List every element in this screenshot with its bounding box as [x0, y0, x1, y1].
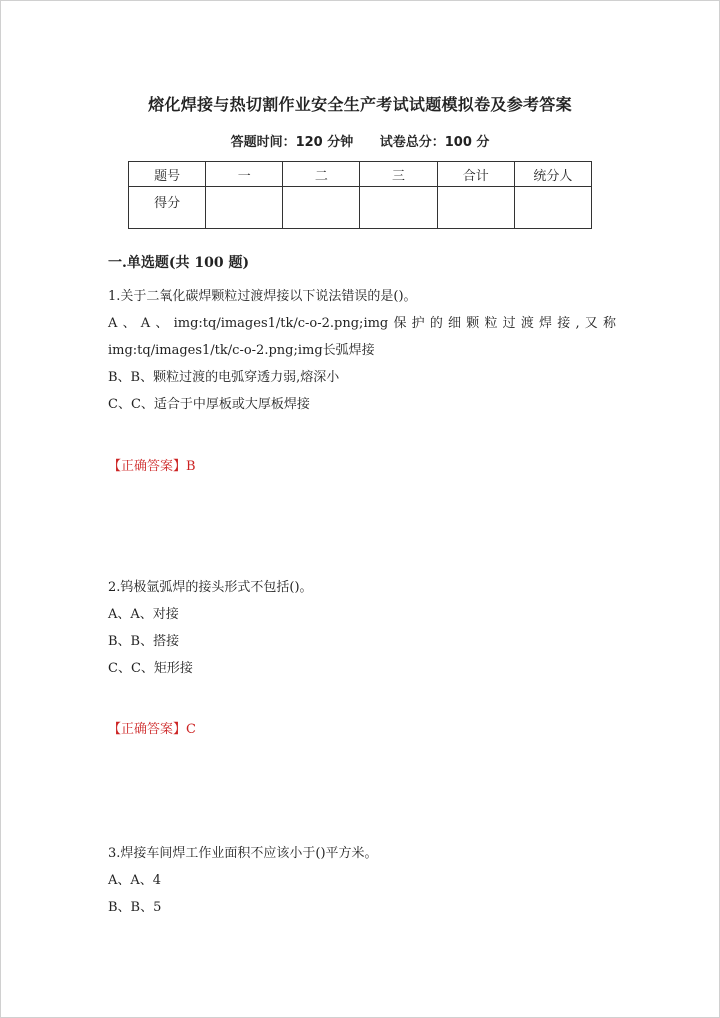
score-table: [128, 161, 592, 229]
question-option: C、C、矩形接: [108, 661, 193, 676]
exam-time: 答题时间：120 分钟: [230, 135, 354, 150]
question-2: [108, 574, 616, 682]
score-cell: [360, 187, 437, 229]
score-table-header: 二: [283, 162, 360, 187]
score-cell: [514, 187, 591, 229]
exam-info: [0, 131, 720, 150]
score-table-header-row: [129, 162, 592, 187]
score-table-header: 合计: [437, 162, 514, 187]
question-option: A、A、对接: [108, 607, 179, 622]
score-cell: [206, 187, 283, 229]
question-option: B、B、颗粒过渡的电弧穿透力弱,熔深小: [108, 370, 340, 385]
document-title: 熔化焊接与热切割作业安全生产考试试题模拟卷及参考答案: [148, 95, 572, 114]
score-table-score-row: [129, 187, 592, 229]
score-table-header: 题号: [129, 162, 206, 187]
question-option: C、C、适合于中厚板或大厚板焊接: [108, 397, 310, 412]
score-cell: [437, 187, 514, 229]
score-row-label: 得分: [129, 187, 206, 229]
question-stem: 1.关于二氧化碳焊颗粒过渡焊接以下说法错误的是()。: [108, 289, 417, 304]
score-table-header: 统分人: [514, 162, 591, 187]
correct-answer: 【正确答案】B: [108, 459, 196, 474]
question-stem: 2.钨极氩弧焊的接头形式不包括()。: [108, 580, 313, 595]
question-3: [108, 840, 616, 921]
score-table-header: 一: [206, 162, 283, 187]
correct-answer: 【正确答案】C: [108, 722, 196, 737]
question-option: B、B、搭接: [108, 634, 180, 649]
question-option: B、B、5: [108, 900, 162, 915]
question-1: [108, 283, 616, 418]
score-cell: [283, 187, 360, 229]
score-table-header: 三: [360, 162, 437, 187]
question-stem: 3.焊接车间焊工作业面积不应该小于()平方米。: [108, 846, 378, 861]
section-title: 一.单选题(共 100 题): [108, 255, 250, 271]
question-option: A、A、img:tq/images1/tk/c-o-2.png;img保护的细颗粒过渡焊接,又称: [108, 316, 616, 331]
question-option: img:tq/images1/tk/c-o-2.png;img长弧焊接: [108, 343, 375, 358]
question-option: A、A、4: [108, 873, 162, 888]
total-score: 试卷总分：100 分: [379, 135, 490, 150]
